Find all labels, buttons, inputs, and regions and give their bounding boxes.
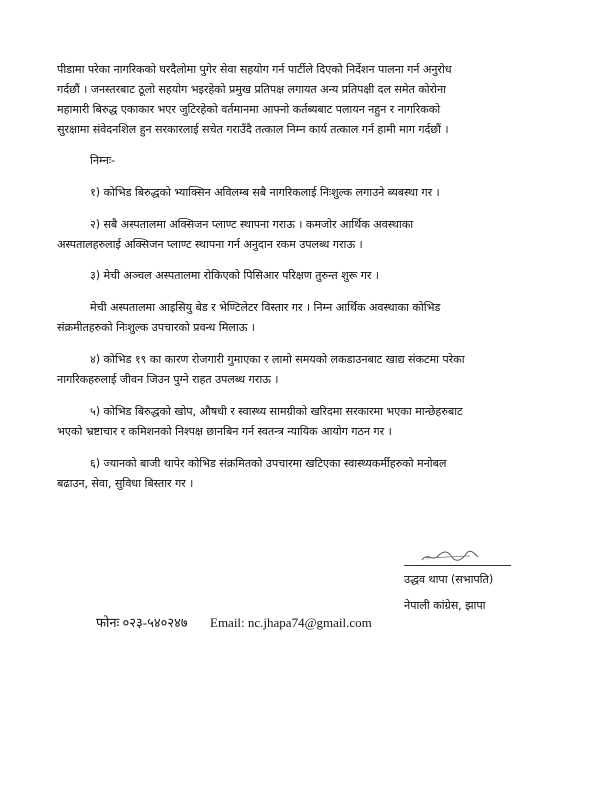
email-link[interactable]: Email: nc.jhapa74@gmail.com: [210, 615, 372, 630]
intro-line: पीडामा परेका नागरिकको घरदैलोमा पुगेर सेवा सहयोग गर्न पार्टीले दिएको निर्देशन पालना गर्न अनुरोध: [57, 63, 452, 76]
signatory-org: नेपाली कांग्रेस, झापा: [404, 599, 486, 612]
demand-line: ६) ज्यानको बाजी थापेर कोभिड संक्रमितको उपचारमा खटिएका स्वास्थ्यकर्मीहरुको मनोबल: [90, 457, 447, 470]
demand-line: अस्पतालहरुलाई अक्सिजन प्लाण्ट स्थापना गर्न अनुदान रकम उपलब्ध गराऊ ।: [57, 238, 363, 251]
intro-line: सुरक्षामा संवेदनशिल हुन सरकारलाई सचेत गराउँदै तत्काल निम्न कार्य तत्काल गर्न हामी माग गर्दछौं ।: [57, 123, 449, 136]
demand-line: नागरिकहरुलाई जीवन जिउन पुग्ने राहत उपलब्ध गराऊ ।: [57, 373, 279, 386]
demand-line: संक्रमीतहरुको निःशुल्क उपचारको प्रवन्ध मिलाऊ ।: [57, 321, 255, 334]
intro-line: गर्दछौं । जनस्तरबाट ठूलो सहयोग भइरहेको प्रमुख प्रतिपक्ष लगायत अन्य प्रतिपक्षी दल समेत कोरोना: [57, 83, 446, 96]
demand-line: ३) मेची अञ्चल अस्पतालमा रोकिएको पिसिआर परिक्षण तुरुन्त शुरू गर ।: [90, 269, 379, 282]
demand-line: भएको भ्रष्टाचार र कमिशनको निश्पक्ष छानबिन गर्न स्वतन्त्र न्यायिक आयोग गठन गर ।: [57, 425, 392, 438]
demand-line: ५) कोभिड बिरुद्धको खोप, औषधी र स्वास्थ्य सामग्रीको खरिदमा सरकारमा भएका मान्छेहरुबाट: [90, 405, 463, 418]
signature-line: [404, 565, 511, 566]
demand-line: मेची अस्पतालमा आइसियु बेड र भेण्टिलेटर विस्तार गर । निम्न आर्थिक अवस्थाका कोभिड: [90, 301, 441, 314]
demands-heading: निम्नः-: [90, 154, 115, 167]
handwritten-signature: [420, 548, 480, 564]
demand-line: ४) कोभिड १९ का कारण रोजगारी गुमाएका र लामो समयको लकडाउनबाट खाद्य संकटमा परेका: [90, 353, 465, 366]
demand-line: बढाउन, सेवा, सुविधा बिस्तार गर ।: [57, 477, 194, 490]
signatory-name: उद्धव थापा (सभापति): [404, 573, 494, 586]
demand-line: २) सबै अस्पतालमा अक्सिजन प्लाण्ट स्थापना गराऊ । कमजोर आर्थिक अवस्थाका: [90, 218, 414, 231]
phone-number: फोनः ०२३-५४०२४७: [96, 615, 188, 630]
demand-line: १) कोभिड बिरुद्धको भ्याक्सिन अविलम्ब सबै नागरिकलाई निःशुल्क लगाउने ब्यबस्था गर ।: [90, 186, 440, 199]
intro-line: महामारी बिरुद्ध एकाकार भएर जुटिरहेको वर्तमानमा आफ्नो कर्तब्यबाट पलायन नहुन र नागरिकको: [57, 103, 441, 116]
